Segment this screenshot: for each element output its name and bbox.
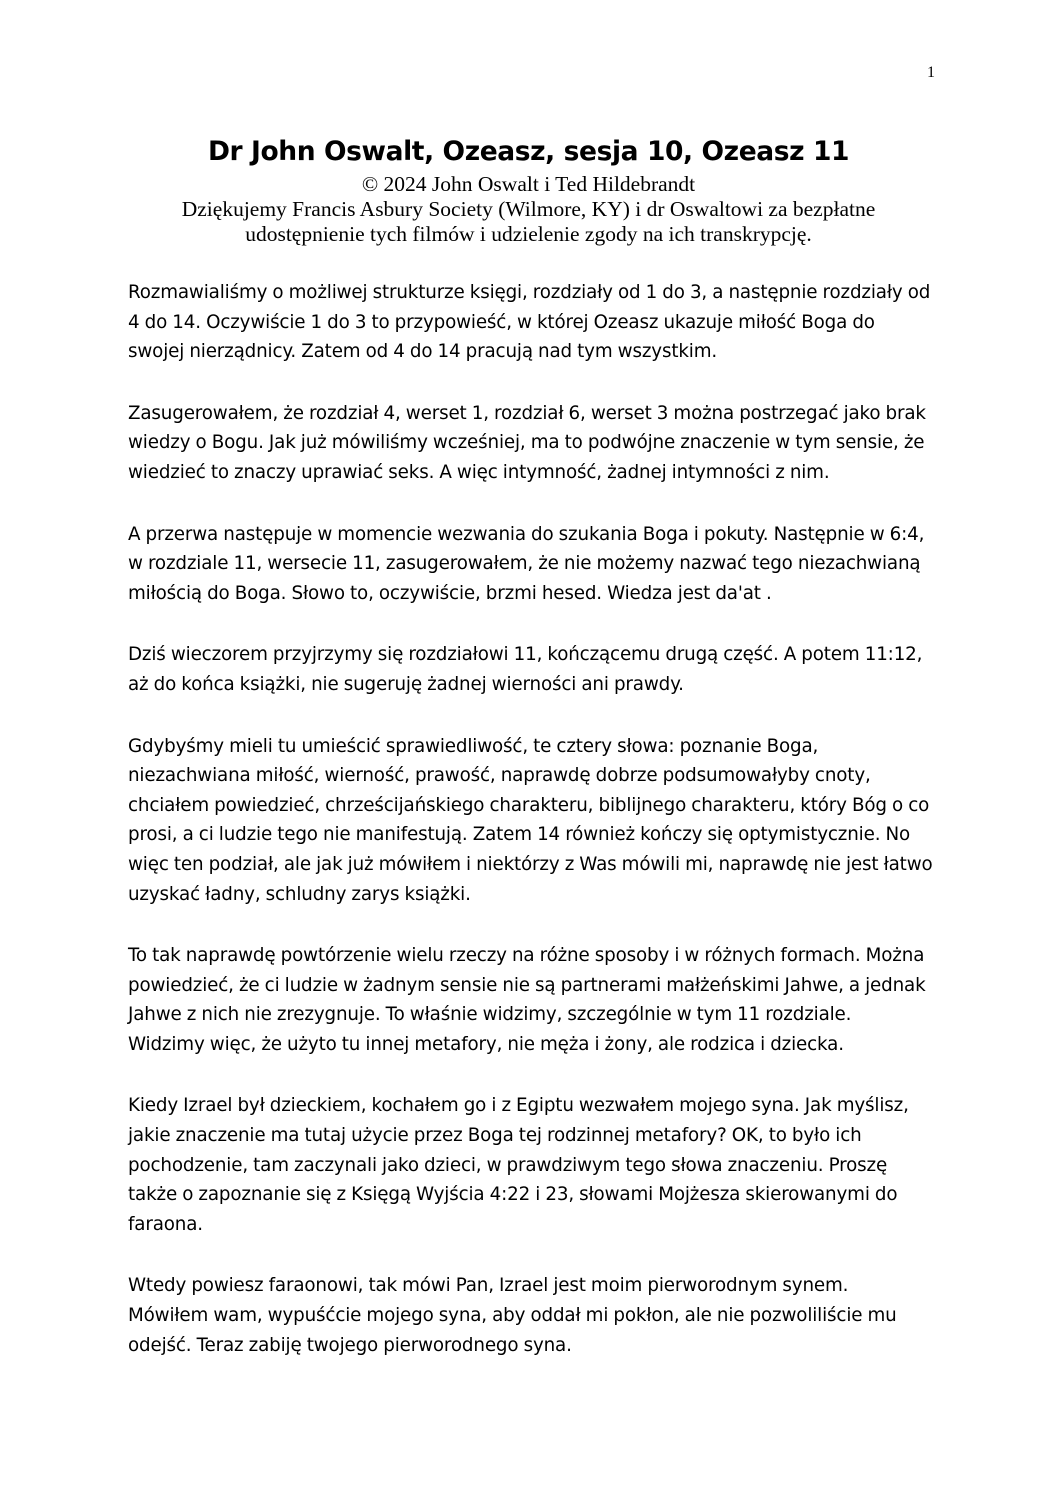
- document-body: [128, 278, 933, 1392]
- document-header: [128, 132, 929, 247]
- paragraph-5: Gdybyśmy mieli tu umieścić sprawiedliwość, te cztery słowa: poznanie Boga, niezachwiana miłość, wierność, prawość, naprawdę dobrze podsumowałyby cnoty, chciałem powiedzieć, chrześcijańskiego charakteru, biblijnego charakteru, który Bóg o co prosi, a ci ludzie tego nie manifestują. Zatem 14 również kończy się optymistycznie. No więc ten podział, ale jak już mówiłem i niektórzy z Was mówili mi, naprawdę nie jest łatwo uzyskać ładny, schludny zarys książki.: [128, 735, 933, 905]
- paragraph-2: Zasugerowałem, że rozdział 4, werset 1, rozdział 6, werset 3 można postrzegać jako brak wiedzy o Bogu. Jak już mówiliśmy wcześniej, ma to podwójne znaczenie w tym sensie, że wiedzieć to znaczy uprawiać seks. A więc intymność, żadnej intymności z nim.: [128, 402, 926, 483]
- paragraph-1: Rozmawialiśmy o możliwej strukturze księgi, rozdziały od 1 do 3, a następnie rozdziały od 4 do 14. Oczywiście 1 do 3 to przypowieść, w której Ozeasz ukazuje miłość Boga do swojej nierządnicy. Zatem od 4 do 14 pracują nad tym wszystkim.: [128, 282, 931, 363]
- paragraph-4: Dziś wieczorem przyjrzymy się rozdziałowi 11, kończącemu drugą część. A potem 11:12, aż do końca książki, nie sugeruję żadnej wierności ani prawdy.: [128, 644, 923, 695]
- document-title: Dr John Oswalt, Ozeasz, sesja 10, Ozeasz 11: [207, 136, 850, 167]
- page-number: 1: [927, 64, 935, 81]
- paragraph-6: To tak naprawdę powtórzenie wielu rzeczy na różne sposoby i w różnych formach. Można powiedzieć, że ci ludzie w żadnym sensie nie są partnerami małżeńskimi Jahwe, a jednak Jahwe z nich nie zrezygnuje. To właśnie widzimy, szczególnie w tym 11 rozdziale. Widzimy więc, że użyto tu innej metafory, nie męża i żony, ale rodzica i dziecka.: [128, 945, 926, 1055]
- paragraph-3: A przerwa następuje w momencie wezwania do szukania Boga i pokuty. Następnie w 6:4, w rozdziale 11, wersecie 11, zasugerowałem, że nie możemy nazwać tego niezachwianą miłością do Boga. Słowo to, oczywiście, brzmi hesed. Wiedza jest da'at .: [128, 523, 925, 604]
- paragraph-8: Wtedy powiesz faraonowi, tak mówi Pan, Izrael jest moim pierworodnym synem. Mówiłem wam, wypuśćcie mojego syna, aby oddał mi pokłon, ale nie pozwoliliście mu odejść. Teraz zabiję twojego pierworodnego syna.: [128, 1275, 897, 1356]
- paragraph-7: Kiedy Izrael był dzieckiem, kochałem go i z Egiptu wezwałem mojego syna. Jak myślisz, jakie znaczenie ma tutaj użycie przez Boga tej rodzinnej metafory? OK, to było ich pochodzenie, tam zaczynali jako dzieci, w prawdziwym tego słowa znaczeniu. Proszę także o zapoznanie się z Księgą Wyjścia 4:22 i 23, słowami Mojżesza skierowanymi do faraona.: [128, 1095, 909, 1235]
- acknowledgement-text: Dziękujemy Francis Asbury Society (Wilmore, KY) i dr Oswaltowi za bezpłatne udostępnienie tych filmów i udzielenie zgody na ich transkrypcję.: [181, 197, 876, 246]
- copyright-line: © 2024 John Oswalt i Ted Hildebrandt: [361, 172, 696, 196]
